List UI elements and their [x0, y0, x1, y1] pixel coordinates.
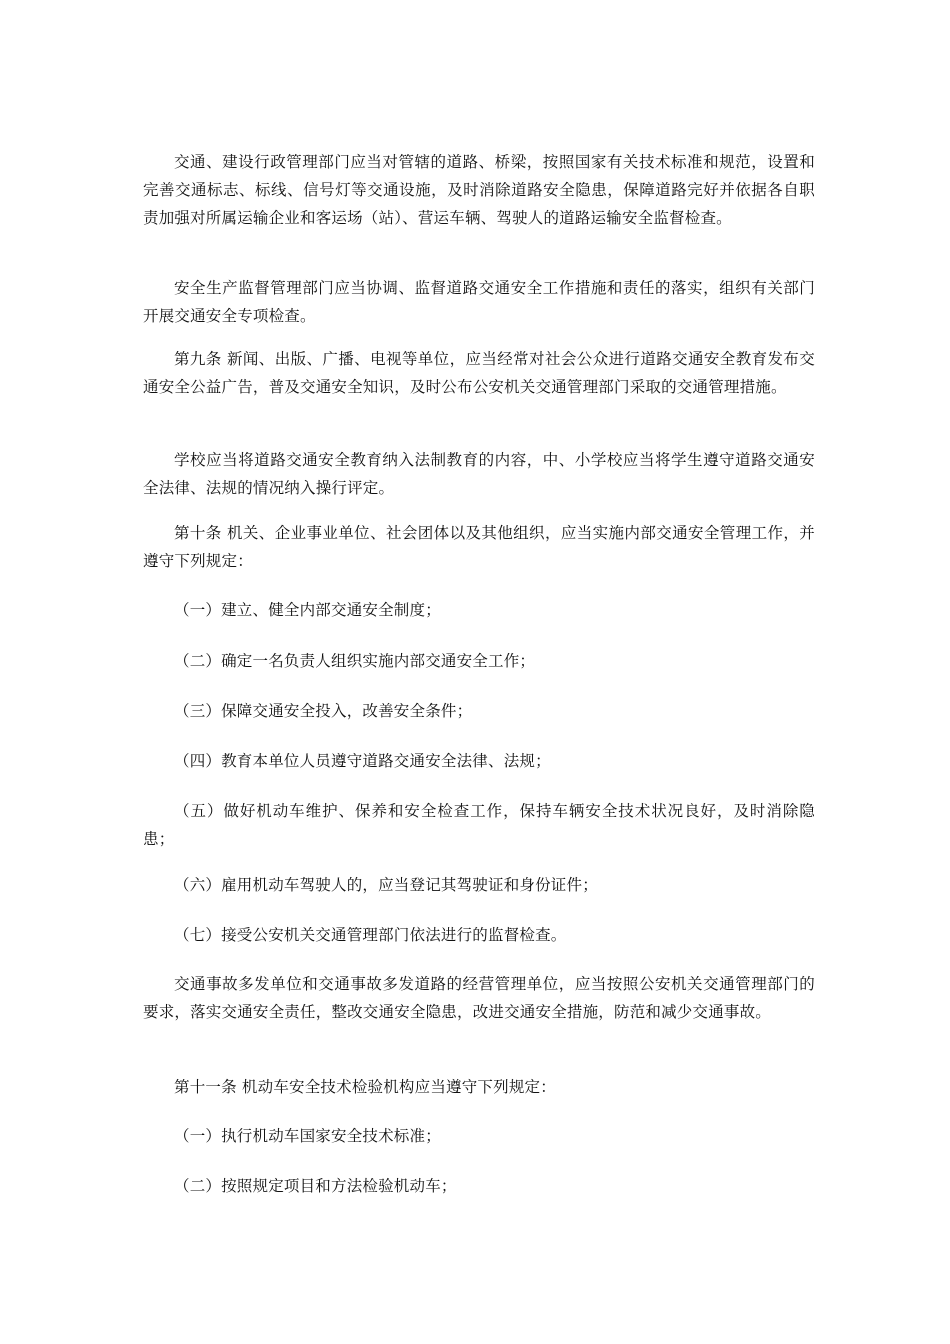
list-item-6: （六）雇用机动车驾驶人的，应当登记其驾驶证和身份证件；	[174, 876, 598, 894]
list-item-3: （三）保障交通安全投入，改善安全条件；	[174, 702, 473, 720]
list-item-article-11-1: （一）执行机动车国家安全技术标准；	[174, 1127, 441, 1145]
paragraph-safety-supervision: 安全生产监督管理部门应当协调、监督道路交通安全工作措施和责任的落实，组织有关部门开展交通安全专项检查。	[143, 279, 815, 325]
list-item-7: （七）接受公安机关交通管理部门依法进行的监督检查。	[174, 926, 567, 944]
paragraph-article-10: 第十条 机关、企业事业单位、社会团体以及其他组织，应当实施内部交通安全管理工作，并遵守下列规定：	[143, 524, 815, 570]
list-item-2: （二）确定一名负责人组织实施内部交通安全工作；	[174, 652, 536, 670]
paragraph-road-facilities: 交通、建设行政管理部门应当对管辖的道路、桥梁，按照国家有关技术标准和规范，设置和完善交通标志、标线、信号灯等交通设施，及时消除道路安全隐患，保障道路完好并依据各自职责加强对所属运输企业和客运场（站）、营运车辆、驾驶人的道路运输安全监督检查。	[143, 153, 815, 227]
list-item-4: （四）教育本单位人员遵守道路交通安全法律、法规；	[174, 752, 551, 770]
paragraph-article-9: 第九条 新闻、出版、广播、电视等单位，应当经常对社会公众进行道路交通安全教育发布交通安全公益广告，普及交通安全知识，及时公布公安机关交通管理部门采取的交通管理措施。	[143, 350, 815, 396]
list-item-5: （五）做好机动车维护、保养和安全检查工作，保持车辆安全技术状况良好，及时消除隐患；	[143, 802, 815, 848]
paragraph-article-11: 第十一条 机动车安全技术检验机构应当遵守下列规定：	[174, 1078, 556, 1096]
list-item-article-11-2: （二）按照规定项目和方法检验机动车；	[174, 1177, 457, 1195]
list-item-1: （一）建立、健全内部交通安全制度；	[174, 601, 441, 619]
paragraph-accident-prone: 交通事故多发单位和交通事故多发道路的经营管理单位，应当按照公安机关交通管理部门的要求，落实交通安全责任，整改交通安全隐患，改进交通安全措施，防范和减少交通事故。	[143, 975, 815, 1021]
paragraph-school-education: 学校应当将道路交通安全教育纳入法制教育的内容，中、小学校应当将学生遵守道路交通安全法律、法规的情况纳入操行评定。	[143, 451, 815, 497]
